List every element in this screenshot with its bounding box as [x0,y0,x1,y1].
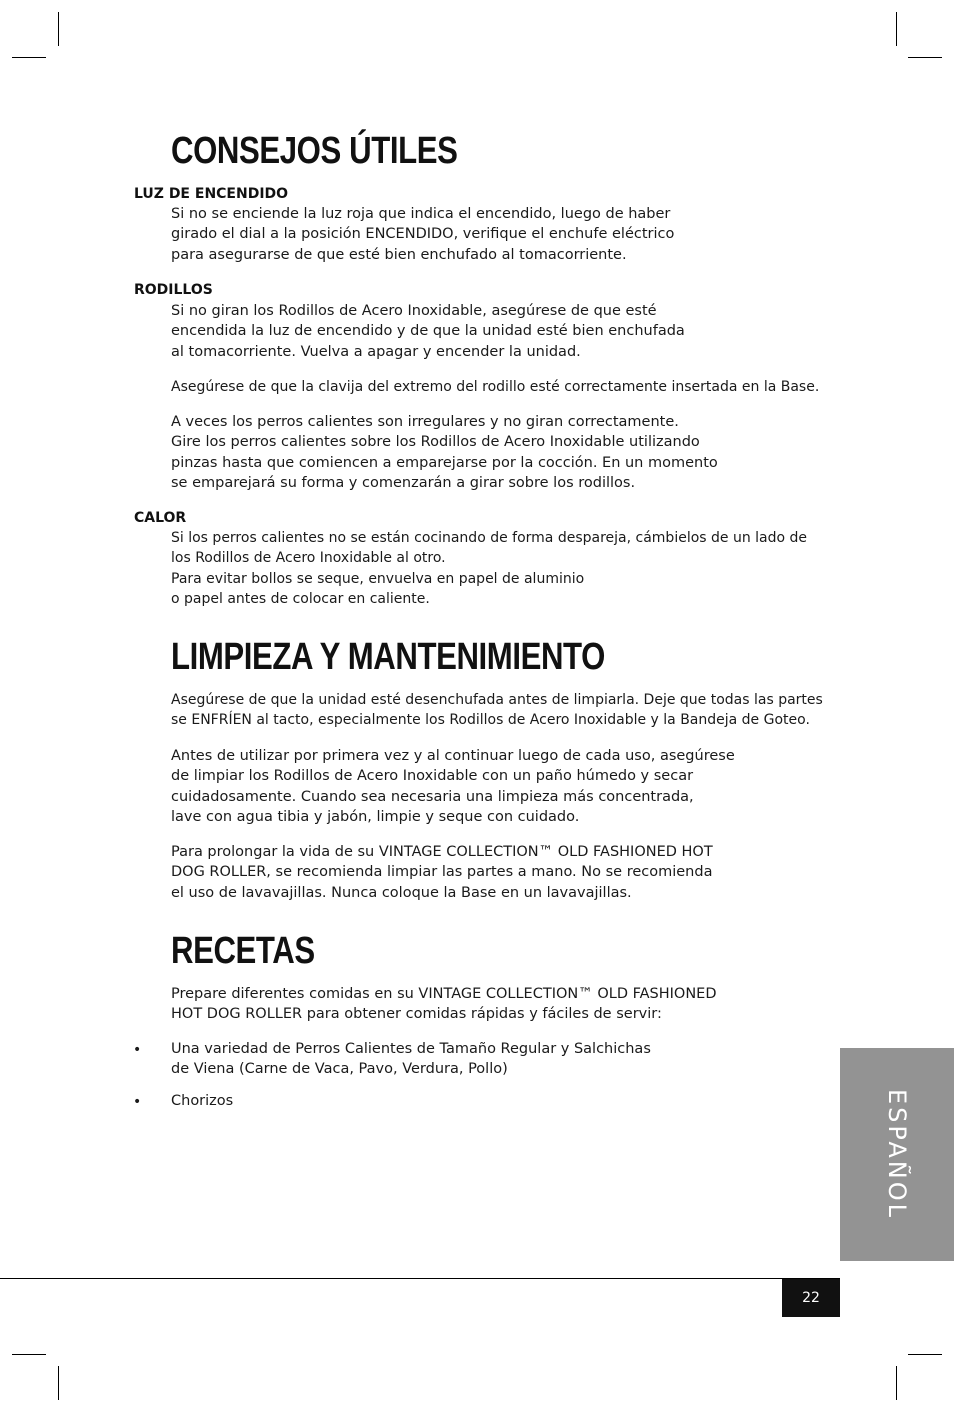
text-line: Chorizos [171,1093,234,1109]
text-line: Si no se enciende la luz roja que indica el encendido, luego de haber [171,206,671,222]
section-title-limpieza: LIMPIEZA Y MANTENIMIENTO [171,636,605,678]
crop-mark [12,1354,46,1355]
text-line: Asegúrese de que la unidad esté desenchufada antes de limpiarla. Deje que todas las partes [171,692,823,708]
text-line: DOG ROLLER, se recomienda limpiar las partes a mano. No se recomienda [171,864,713,881]
subheading-calor: CALOR [134,510,187,526]
crop-mark [12,57,46,58]
text-line: de limpiar los Rodillos de Acero Inoxidable con un paño húmedo y secar [171,768,694,785]
text-line: Asegúrese de que la clavija del extremo del rodillo esté correctamente insertada en la Base. [171,379,820,395]
section-title-recetas: RECETAS [171,930,315,972]
text-line: se emparejará su forma y comenzarán a girar sobre los rodillos. [171,475,636,492]
text-line: los Rodillos de Acero Inoxidable al otro. [171,550,446,567]
text-line: de Viena (Carne de Vaca, Pavo, Verdura, Pollo) [171,1061,508,1078]
language-label: ESPAÑOL [883,1089,911,1220]
crop-mark [896,1366,897,1400]
text-line: o papel antes de colocar en caliente. [171,591,430,608]
text-line: cuidadosamente. Cuando sea necesaria una limpieza más concentrada, [171,788,694,805]
paragraph-limpieza-1 [171,690,823,731]
paragraph-limpieza-2 [171,746,735,828]
list-item [171,1039,651,1080]
text-line: para asegurarse de que esté bien enchufado al tomacorriente. [171,246,627,263]
crop-mark [58,12,59,46]
text-line: Antes de utilizar por primera vez y al continuar luego de cada uso, asegúrese [171,748,735,764]
text-line: A veces los perros calientes son irregulares y no giran correctamente. [171,414,679,430]
paragraph-rodillos-2 [171,377,819,397]
section-title-consejos: CONSEJOS ÚTILES [171,130,458,172]
text-line: Si no giran los Rodillos de Acero Inoxidable, asegúrese de que esté [171,303,657,319]
crop-mark [58,1366,59,1400]
text-line: encendida la luz de encendido y de que la unidad esté bien enchufada [171,323,685,340]
text-line: Una variedad de Perros Calientes de Tamaño Regular y Salchichas [171,1041,651,1057]
text-line: Si los perros calientes no se están cocinando de forma despareja, cámbielos de un lado de [171,530,808,546]
page-number: 22 [782,1279,840,1317]
paragraph-rodillos-1 [171,301,685,362]
text-line: Gire los perros calientes sobre los Rodillos de Acero Inoxidable utilizando [171,434,700,451]
paragraph-rodillos-3 [171,412,718,494]
subheading-rodillos: RODILLOS [134,282,213,298]
crop-mark [908,57,942,58]
crop-mark [908,1354,942,1355]
text-line: Prepare diferentes comidas en su VINTAGE COLLECTION™ OLD FASHIONED [171,986,717,1002]
text-line: al tomacorriente. Vuelva a apagar y encender la unidad. [171,343,581,360]
bullet-marker: • [133,1042,142,1058]
text-line: Para evitar bollos se seque, envuelva en papel de aluminio [171,570,585,587]
text-line: lave con agua tibia y jabón, limpie y seque con cuidado. [171,809,580,826]
text-line: girado el dial a la posición ENCENDIDO, verifique el enchufe eléctrico [171,226,675,243]
footer-rule [0,1278,840,1279]
text-line: HOT DOG ROLLER para obtener comidas rápidas y fáciles de servir: [171,1006,662,1023]
list-item [171,1091,233,1111]
paragraph-calor [171,528,807,610]
paragraph-recetas-intro [171,984,717,1025]
paragraph-luz [171,204,674,265]
text-line: pinzas hasta que comiencen a emparejarse por la cocción. En un momento [171,454,718,471]
text-line: se ENFRÍEN al tacto, especialmente los Rodillos de Acero Inoxidable y la Bandeja de Goteo. [171,712,810,729]
crop-mark [896,12,897,46]
subheading-luz: LUZ DE ENCENDIDO [134,186,289,202]
bullet-marker: • [133,1094,142,1110]
language-tab [840,1048,954,1261]
paragraph-limpieza-3 [171,842,713,903]
text-line: Para prolongar la vida de su VINTAGE COLLECTION™ OLD FASHIONED HOT [171,844,713,860]
text-line: el uso de lavavajillas. Nunca coloque la Base en un lavavajillas. [171,884,632,901]
